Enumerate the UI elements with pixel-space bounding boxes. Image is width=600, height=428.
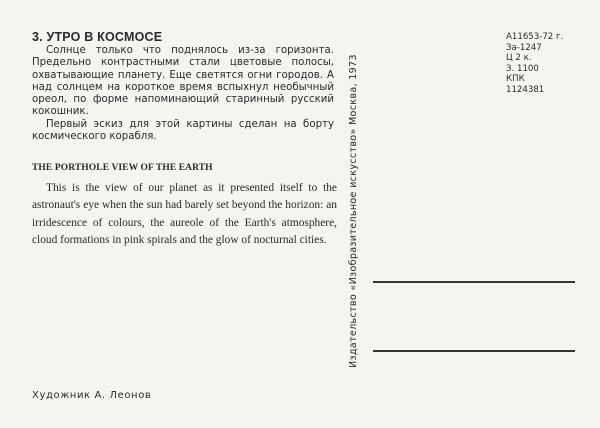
publisher-imprint: Издательство «Изобразительное искусство» Москва, 1973	[348, 54, 359, 368]
print-code: Ц 2 к.	[506, 53, 532, 64]
body-russian-paragraph-2: Первый эскиз для этой картины сделан на борту космического корабля.	[32, 118, 334, 143]
address-line	[373, 350, 575, 352]
address-line	[373, 281, 575, 283]
body-russian-paragraph-1: Солнце только что поднялось из-за горизонта. Предельно контрастными стали цветовые полосы, охватывающие планету. Еще светятся огни городов. А над солнцем на короткое время вспыхнул необычный ореол, по форме напоминающий старинный русский кокошник.	[32, 45, 334, 118]
body-english-paragraph: This is the view of our planet as it presented itself to the astronaut's eye when the sun had barely set beyond the horizon: an irridescence of colours, the aureole of the Earth's atmosphere, cloud formations in pink spirals and the glow of nocturnal cities.	[32, 182, 337, 247]
body-english	[32, 180, 337, 250]
print-codes	[506, 32, 563, 96]
print-code: А11653-72 г.	[506, 32, 564, 42]
title-english: THE PORTHOLE VIEW OF THE EARTH	[32, 163, 213, 173]
title-russian: 3. УТРО В КОСМОСЕ	[32, 30, 163, 44]
print-code: З. 1100	[506, 63, 539, 74]
artist-credit: Художник А. Леонов	[32, 390, 152, 401]
print-code: За-1247	[506, 42, 542, 53]
body-russian	[32, 45, 334, 143]
print-code: КПК	[506, 74, 525, 85]
print-code: 1124381	[506, 84, 545, 95]
